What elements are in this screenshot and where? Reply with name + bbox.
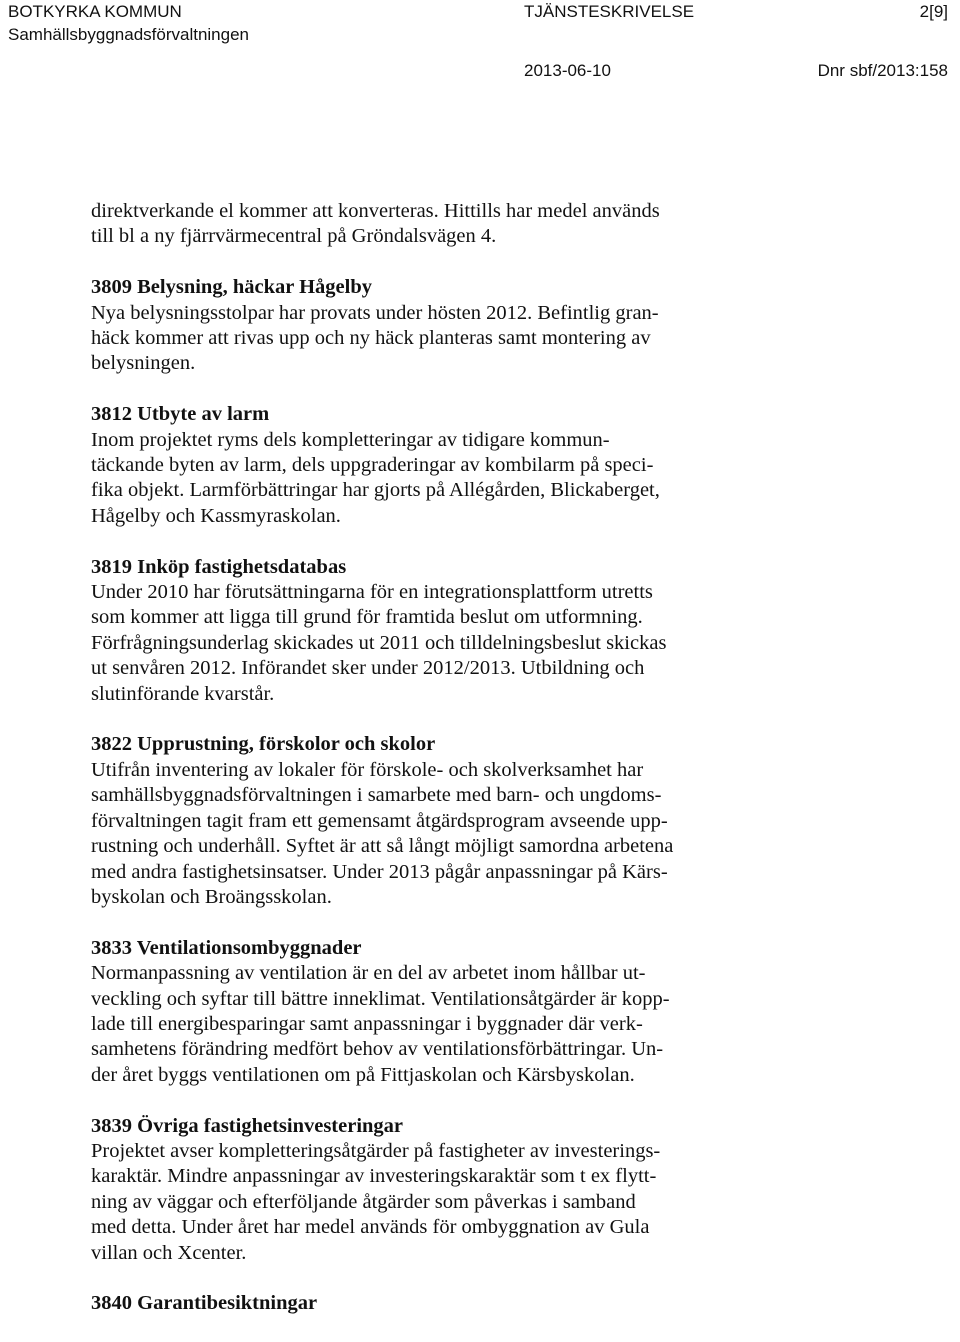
section-heading: 3833 Ventilationsombyggnader	[91, 936, 362, 959]
section-heading: 3819 Inköp fastighetsdatabas	[91, 555, 347, 578]
section-3840	[91, 1291, 781, 1316]
section-heading: 3839 Övriga fastighetsinvesteringar	[91, 1114, 404, 1137]
paragraph-line: häck kommer att rivas upp och ny häck planteras samt montering av	[91, 327, 651, 350]
section-3833	[91, 936, 781, 1088]
document-body	[91, 199, 781, 1342]
section-3839	[91, 1114, 781, 1266]
paragraph-line: slutinförande kvarstår.	[91, 682, 275, 705]
paragraph-line: Nya belysningsstolpar har provats under hösten 2012. Befintlig gran-	[91, 301, 659, 324]
header-date: 2013-06-10	[524, 61, 611, 80]
paragraph-line: veckling och syftar till bättre inneklimat. Ventilationsåtgärder är kopp-	[91, 987, 670, 1010]
paragraph-line: direktverkande el kommer att konverteras. Hittills har medel används	[91, 200, 660, 222]
paragraph-line: Projektet avser kompletteringsåtgärder på fastigheter av investerings-	[91, 1139, 661, 1162]
section-heading: 3812 Utbyte av larm	[91, 403, 270, 426]
paragraph-line: lade till energibesparingar samt anpassningar i byggnader där verk-	[91, 1012, 643, 1035]
header-org: BOTKYRKA KOMMUN	[8, 2, 182, 21]
paragraph-line: fika objekt. Larmförbättringar har gjorts på Allégården, Blickaberget,	[91, 479, 660, 502]
header-document-type: TJÄNSTESKRIVELSE	[524, 2, 695, 21]
paragraph-line: samhetens förändring medfört behov av ventilationsförbättringar. Un-	[91, 1038, 664, 1061]
paragraph-line: Under 2010 har förutsättningarna för en integrationsplattform utretts	[91, 581, 653, 604]
paragraph-line: ut senvåren 2012. Införandet sker under 2012/2013. Utbildning och	[91, 657, 645, 680]
header-page-number: 2[9]	[919, 2, 948, 21]
section-3819	[91, 555, 781, 707]
paragraph-line: Inom projektet ryms dels kompletteringar av tidigare kommun-	[91, 428, 610, 451]
section-heading: 3840 Garantibesiktningar	[91, 1292, 318, 1315]
paragraph-line: till bl a ny fjärrvärmecentral på Gröndalsvägen 4.	[91, 225, 497, 248]
paragraph-line: rustning och underhåll. Syftet är att så långt möjligt samordna arbetena	[91, 835, 674, 858]
paragraph-line: karaktär. Mindre anpassningar av investeringskaraktär som t ex flytt-	[91, 1165, 657, 1188]
paragraph-line: Utifrån inventering av lokaler för förskole- och skolverksamhet har	[91, 758, 644, 781]
paragraph-line: villan och Xcenter.	[91, 1241, 247, 1264]
paragraph-line: med andra fastighetsinsatser. Under 2013 pågår anpassningar på Kärs-	[91, 860, 668, 883]
paragraph-line: täckande byten av larm, dels uppgraderingar av kombilarm på speci-	[91, 454, 654, 477]
section-heading: 3809 Belysning, häckar Hågelby	[91, 276, 372, 299]
paragraph-line: samhällsbyggnadsförvaltningen i samarbete med barn- och ungdoms-	[91, 784, 662, 807]
paragraph-line: Normanpassning av ventilation är en del av arbetet inom hållbar ut-	[91, 962, 646, 985]
paragraph-line: byskolan och Broängsskolan.	[91, 885, 332, 908]
header-department: Samhällsbyggnadsförvaltningen	[8, 25, 249, 44]
paragraph-line: ning av väggar och efterföljande åtgärder som påverkas i samband	[91, 1190, 636, 1213]
paragraph-line: som kommer att ligga till grund för framtida beslut om utformning.	[91, 606, 643, 629]
paragraph-line: Hågelby och Kassmyraskolan.	[91, 504, 341, 527]
paragraph-line: belysningen.	[91, 352, 196, 375]
paragraph-line: med detta. Under året har medel används för ombyggnation av Gula	[91, 1216, 650, 1239]
paragraph-line: der året byggs ventilationen om på Fittjaskolan och Kärsbyskolan.	[91, 1063, 635, 1086]
section-3812	[91, 402, 781, 529]
section-heading: 3822 Upprustning, förskolor och skolor	[91, 733, 436, 756]
paragraph-line: förvaltningen tagit fram ett gemensamt åtgärdsprogram avseende upp-	[91, 809, 668, 832]
section-3822	[91, 732, 781, 910]
section-3809	[91, 275, 781, 377]
header-dnr: Dnr sbf/2013:158	[817, 61, 948, 80]
paragraph-line: Förfrågningsunderlag skickades ut 2011 och tilldelningsbeslut skickas	[91, 631, 667, 654]
section-intro	[91, 199, 781, 250]
